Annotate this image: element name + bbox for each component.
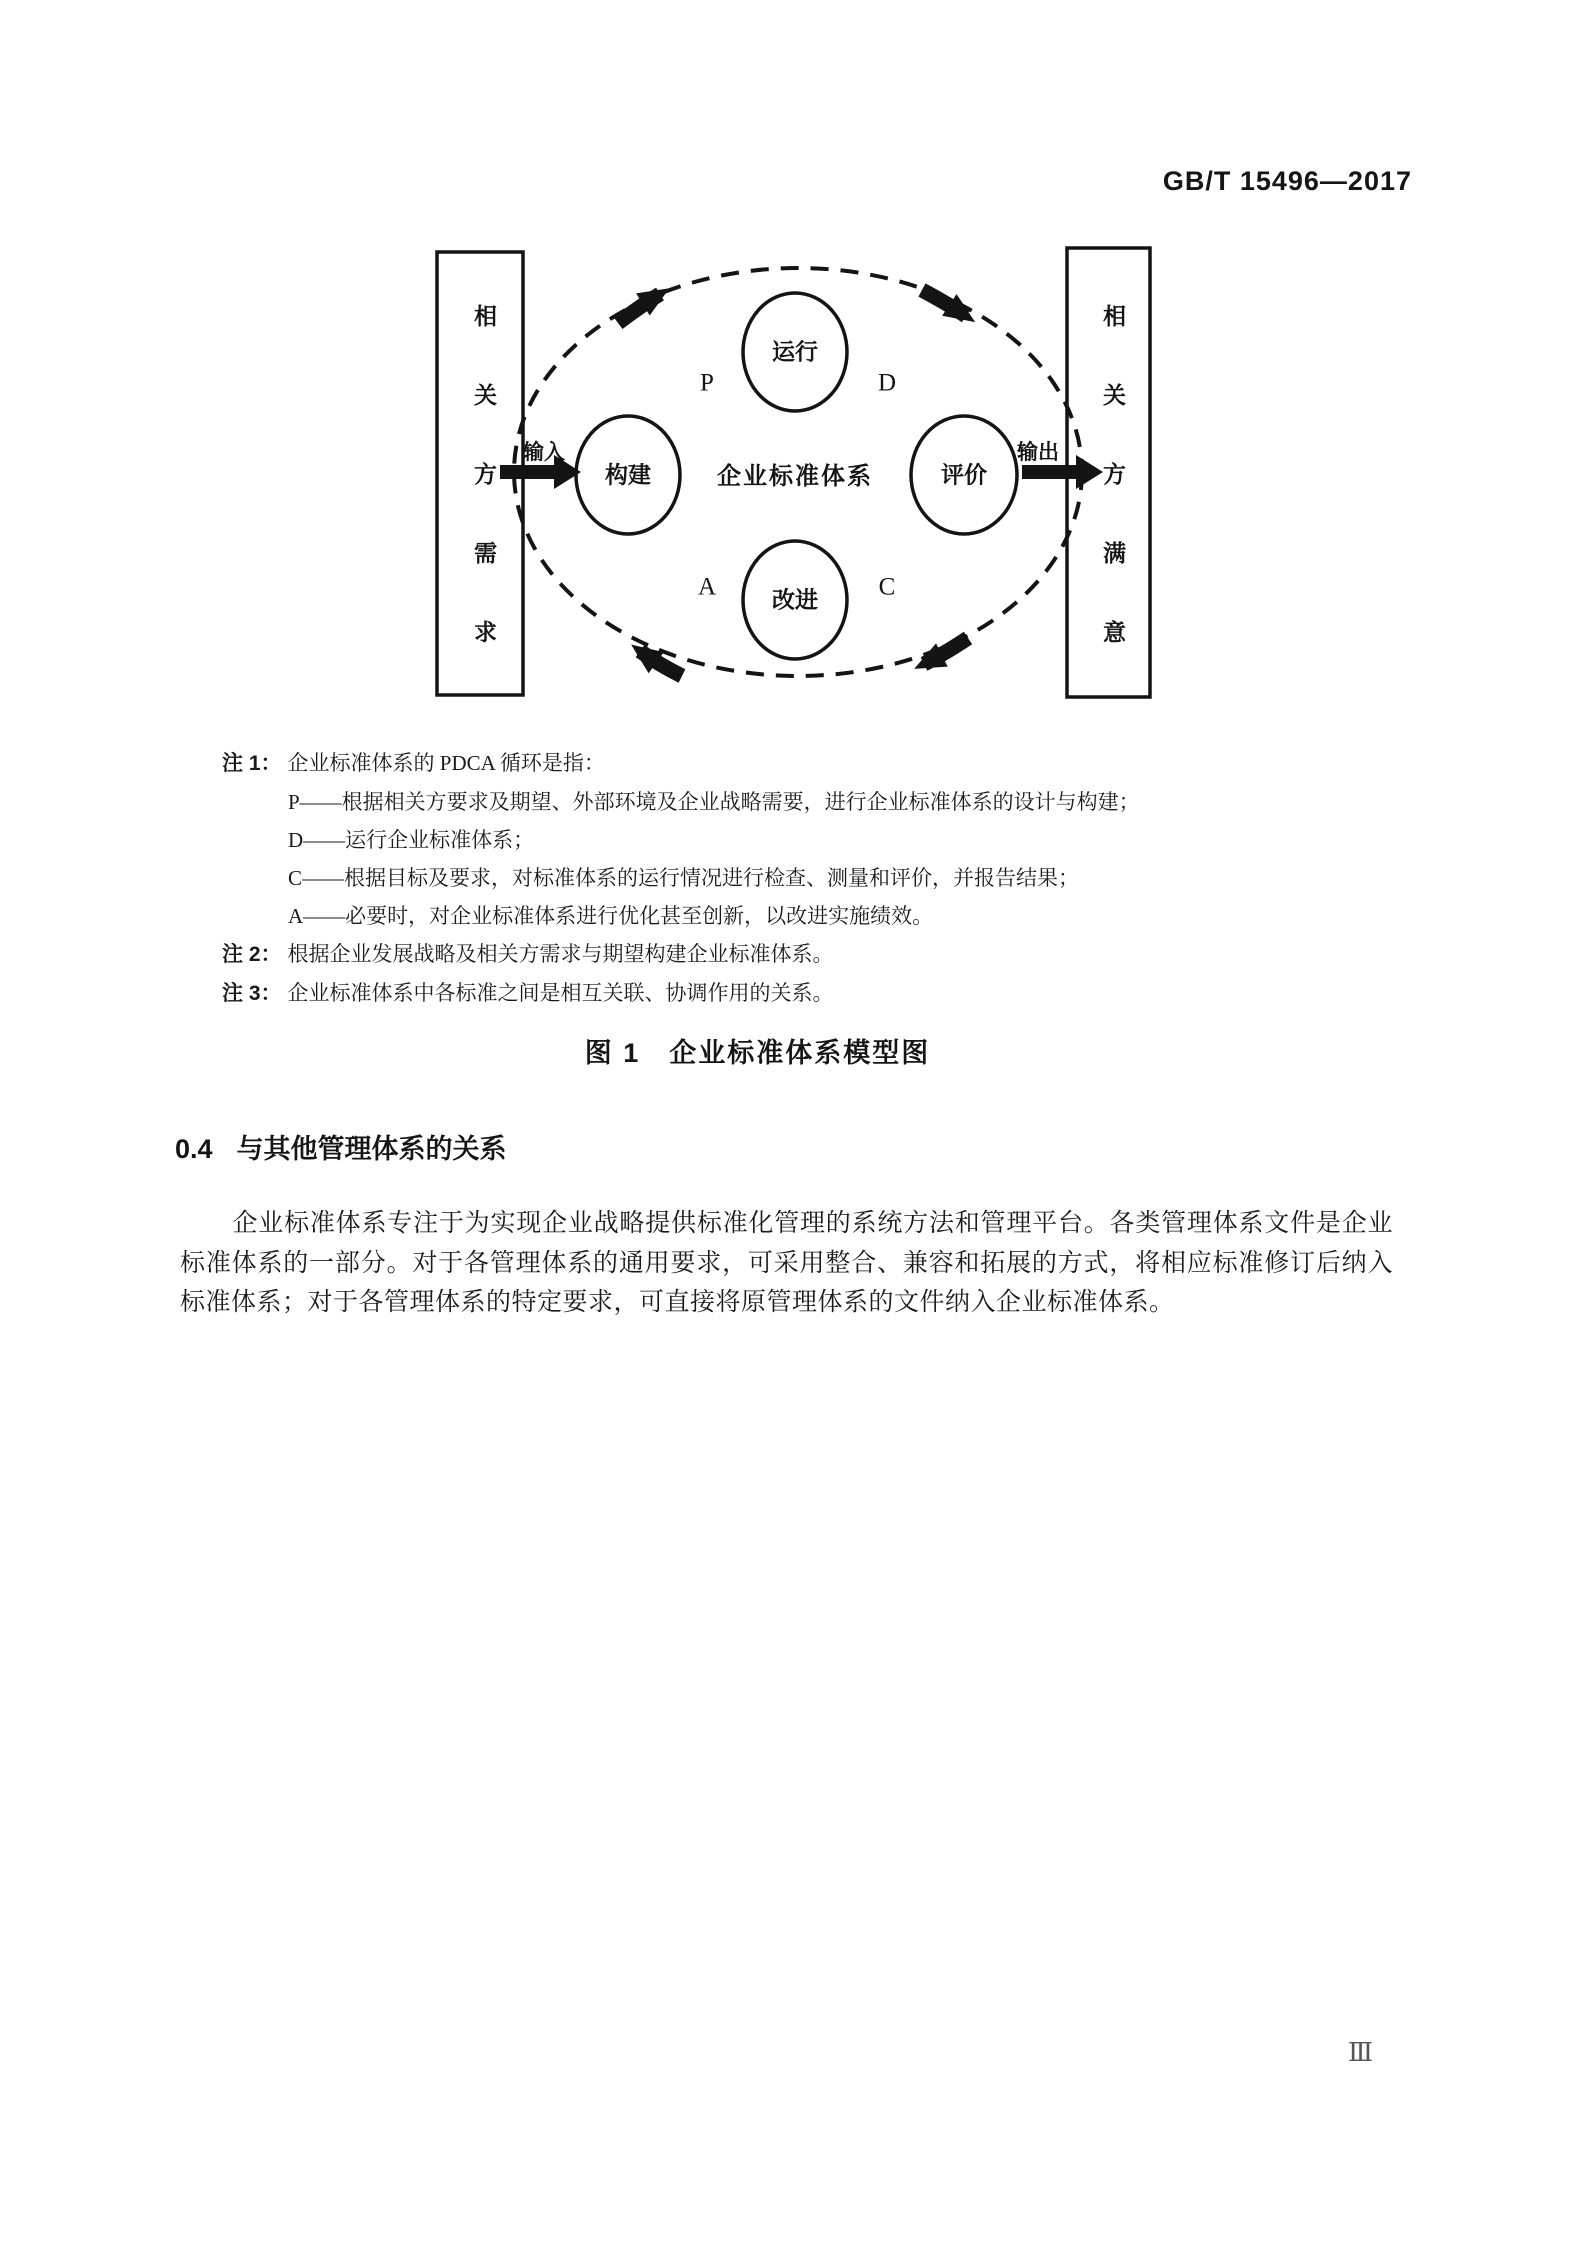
body-paragraph: 企业标准体系专注于为实现企业战略提供标准化管理的系统方法和管理平台。各类管理体系文件是企业标准体系的一部分。对于各管理体系的通用要求，可采用整合、兼容和拓展的方式，将相应标准修订后纳入标准体系；对于各管理体系的特定要求，可直接将原管理体系的文件纳入企业标准体系。 bbox=[180, 1210, 1393, 1316]
letter-a: A bbox=[697, 573, 717, 601]
note-pdca-a: A——必要时，对企业标准体系进行优化甚至创新，以改进实施绩效。 bbox=[288, 904, 934, 928]
stakeholder-satisfaction-label: 相关方满意 bbox=[1100, 304, 1125, 699]
circle-evaluate-label: 评价 bbox=[941, 462, 987, 488]
page-number: Ⅲ bbox=[1348, 2038, 1374, 2067]
circle-run-label: 运行 bbox=[772, 339, 818, 365]
section-number: 0.4 bbox=[175, 1134, 213, 1164]
note-3-text: 企业标准体系中各标准之间是相互关联、协调作用的关系。 bbox=[287, 981, 834, 1005]
note-3-label: 注 3： bbox=[222, 982, 282, 1005]
system-center-label: 企业标准体系 bbox=[717, 464, 873, 490]
note-3 bbox=[0, 974, 1587, 1013]
note-1-label: 注 1： bbox=[222, 752, 282, 775]
pdca-model-diagram bbox=[420, 230, 1180, 710]
letter-p: P bbox=[700, 369, 714, 397]
note-2 bbox=[0, 935, 1587, 974]
figure-notes bbox=[0, 744, 1587, 1013]
figure-caption: 图 1 企业标准体系模型图 bbox=[584, 1038, 931, 1068]
stakeholder-needs-label: 相关方需求 bbox=[471, 304, 496, 699]
note-2-label: 注 2： bbox=[222, 943, 282, 966]
input-label: 输入 bbox=[523, 440, 565, 464]
output-label: 输出 bbox=[1017, 440, 1059, 464]
circle-improve-label: 改进 bbox=[772, 587, 818, 613]
section-title: 与其他管理体系的关系 bbox=[236, 1134, 507, 1164]
circle-build-label: 构建 bbox=[605, 462, 651, 488]
note-pdca-p: P——根据相关方要求及期望、外部环境及企业战略需要，进行企业标准体系的设计与构建； bbox=[288, 790, 1140, 814]
note-2-text: 根据企业发展战略及相关方需求与期望构建企业标准体系。 bbox=[287, 942, 834, 966]
letter-c: C bbox=[878, 573, 896, 601]
note-1 bbox=[0, 744, 1587, 783]
pdca-diagram-canvas bbox=[420, 230, 1180, 710]
note-1-text: 企业标准体系的 PDCA 循环是指： bbox=[287, 751, 605, 775]
letter-d: D bbox=[877, 369, 897, 397]
note-pdca-d: D——运行企业标准体系； bbox=[288, 828, 535, 852]
note-pdca-c: C——根据目标及要求，对标准体系的运行情况进行检查、测量和评价，并报告结果； bbox=[288, 866, 1080, 890]
standard-number: GB/T 15496—2017 bbox=[1162, 166, 1412, 196]
section-heading bbox=[175, 1127, 507, 1166]
cycle-arrow-top-right bbox=[922, 290, 966, 316]
